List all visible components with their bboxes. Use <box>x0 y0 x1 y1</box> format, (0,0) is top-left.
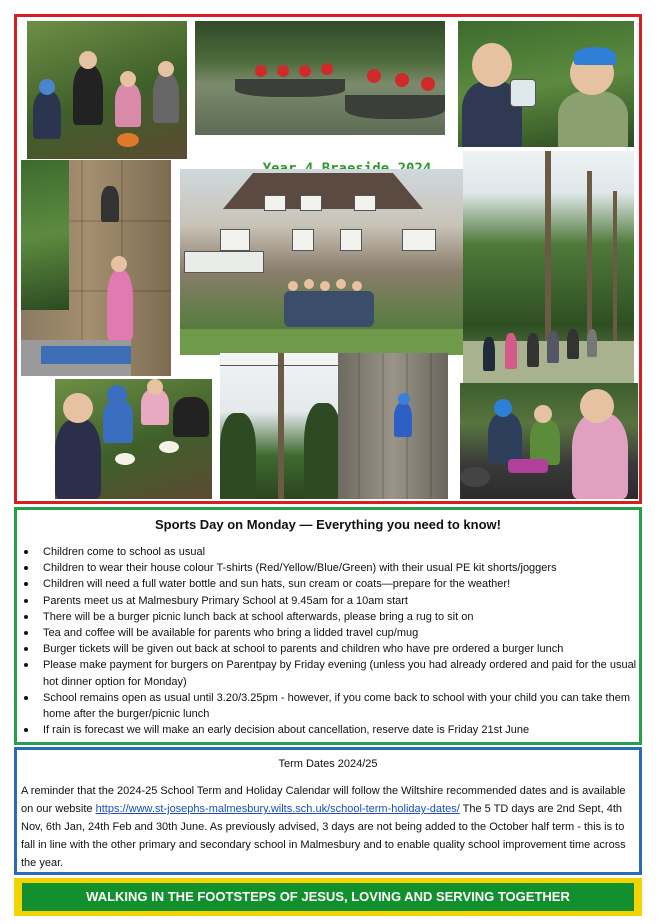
photo-collage <box>14 14 642 504</box>
list-item: Children to wear their house colour T-shirts (Red/Yellow/Blue/Green) with their usual PE kit shorts/joggers <box>21 560 639 576</box>
list-item: Children will need a full water bottle and sun hats, sun cream or coats—prepare for the weather! <box>21 576 639 592</box>
motto-text: WALKING IN THE FOOTSTEPS OF JESUS, LOVING AND SERVING TOGETHER <box>22 883 634 911</box>
sports-day-title: Sports Day on Monday — Everything you need to know! <box>155 517 501 532</box>
zipwire-photo <box>463 151 634 383</box>
picnic-photo <box>55 379 212 499</box>
sports-day-box <box>14 507 642 745</box>
list-item: Children come to school as usual <box>21 544 639 560</box>
term-dates-intro: A reminder that the 2024-25 School Term and Holiday Calendar will follow the Wiltshire recommended dates and is available on our website <box>21 785 626 815</box>
abseil-tower-photo <box>338 353 448 499</box>
cooking-photo <box>460 383 638 499</box>
sports-day-list <box>21 544 639 738</box>
climbing-wall-photo <box>21 160 171 376</box>
list-item: Tea and coffee will be available for parents who bring a lidded travel cup/mug <box>21 625 639 641</box>
list-item: There will be a burger picnic lunch back at school afterwards, please bring a rug to sit on <box>21 609 639 625</box>
list-item: Please make payment for burgers on Parentpay by Friday evening (unless you had already ordered and paid for the usual hot dinner option for Monday) <box>21 657 639 689</box>
term-dates-details: The 5 TD days are 2nd Sept, 4th Nov, 6th Jan, 24th Feb and 30th June. As previously advised, 3 days are not being added to the October half term - this is to fall in line with the other primary and secondary school in Malmesbury and to enable quality school improvement time across the year. <box>21 803 626 869</box>
pole-photo <box>220 353 342 499</box>
term-dates-title: Term Dates 2024/25 <box>278 758 378 770</box>
term-dates-link[interactable]: https://www.st-josephs-malmesbury.wilts.sch.uk/school-term-holiday-dates/ <box>95 803 460 815</box>
term-dates-text <box>17 770 639 872</box>
motto-banner <box>14 878 642 916</box>
list-item: School remains open as usual until 3.20/3.25pm - however, if you come back to school with your child you can take them home after the burger/picnic lunch <box>21 690 639 722</box>
jar-photo <box>458 21 634 147</box>
list-item: Parents meet us at Malmesbury Primary School at 9.45am for a 10am start <box>21 593 639 609</box>
canoe-photo <box>195 21 445 135</box>
term-dates-box <box>14 747 642 875</box>
list-item: If rain is forecast we will make an early decision about cancellation, reserve date is Friday 21st June <box>21 722 639 738</box>
list-item: Burger tickets will be given out back at school to parents and children who have pre ordered a burger lunch <box>21 641 639 657</box>
house-group-photo <box>180 169 464 355</box>
campfire-photo <box>27 21 187 159</box>
